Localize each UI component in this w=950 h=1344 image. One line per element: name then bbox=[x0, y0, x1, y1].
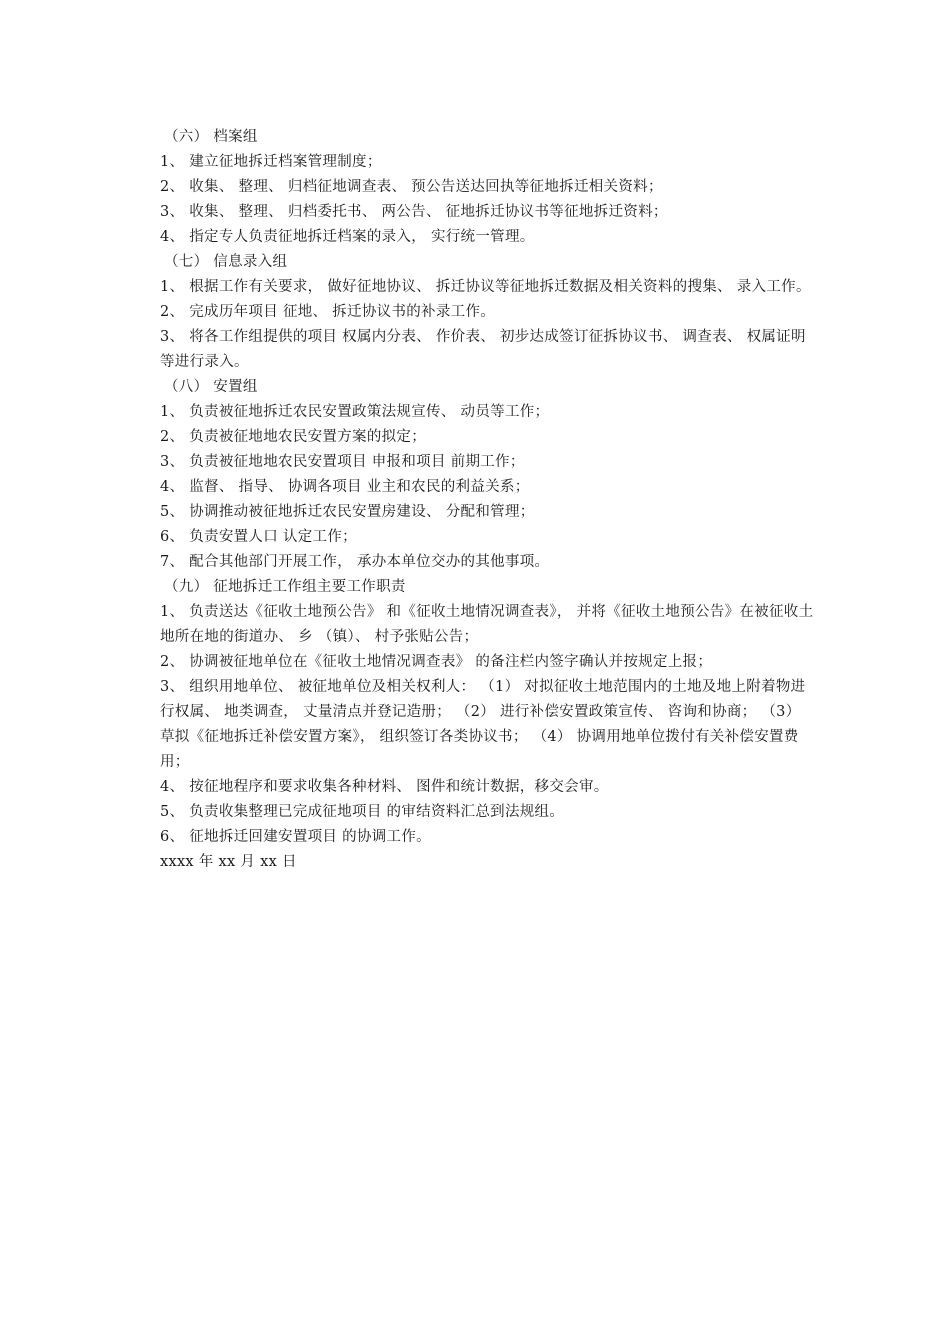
section-heading-resettlement: （八） 安置组 bbox=[164, 379, 258, 395]
list-item: 1、 建立征地拆迁档案管理制度； bbox=[160, 154, 382, 170]
section-heading-archives: （六） 档案组 bbox=[164, 129, 258, 145]
list-item: 7、 配合其他部门开展工作， 承办本单位交办的其他事项。 bbox=[160, 554, 550, 570]
section-heading-data-entry: （七） 信息录入组 bbox=[164, 254, 288, 270]
list-item: 1、 根据工作有关要求， 做好征地协议、 拆迁协议等征地拆迁数据及相关资料的搜集、 录入工作。 bbox=[160, 279, 811, 295]
document-body bbox=[146, 125, 814, 875]
list-item: 3、 将各工作组提供的项目 权属内分表、 作价表、 初步达成签订征拆协议书、 调查表、 权属证明等进行录入。 bbox=[160, 329, 806, 370]
list-item: 6、 负责安置人口 认定工作； bbox=[160, 529, 357, 545]
section-heading-land-acquisition: （九） 征地拆迁工作组主要工作职责 bbox=[164, 579, 406, 595]
list-item: 2、 协调被征地单位在《征收土地情况调查表》 的备注栏内签字确认并按规定上报； bbox=[160, 654, 713, 670]
list-item: 2、 完成历年项目 征地、 拆迁协议书的补录工作。 bbox=[160, 304, 496, 320]
list-item: 2、 收集、 整理、 归档征地调查表、 预公告送达回执等征地拆迁相关资料； bbox=[160, 179, 663, 195]
list-item: 4、 按征地程序和要求收集各种材料、 图件和统计数据，移交会审。 bbox=[160, 779, 609, 795]
list-item: 4、 指定专人负责征地拆迁档案的录入， 实行统一管理。 bbox=[160, 229, 535, 245]
list-item: 2、 负责被征地地农民安置方案的拟定； bbox=[160, 429, 427, 445]
list-item: 3、 负责被征地地农民安置项目 申报和项目 前期工作； bbox=[160, 454, 525, 470]
list-item: 4、 监督、 指导、 协调各项目 业主和农民的利益关系； bbox=[160, 479, 530, 495]
list-item: 3、 组织用地单位、 被征地单位及相关权利人： （1） 对拟征收土地范围内的土地及地上附着物进行权属、 地类调查， 丈量清点并登记造册； （2） 进行补偿安置政策宣传、 咨询和协商； （3） 草拟《征地拆迁补偿安置方案》， 组织签订各类协议书； （4） 协调用地单位拨付有关补偿安置费用； bbox=[160, 679, 806, 770]
list-item: 3、 收集、 整理、 归档委托书、 两公告、 征地拆迁协议书等征地拆迁资料； bbox=[160, 204, 668, 220]
list-item: 6、 征地拆迁回建安置项目 的协调工作。 bbox=[160, 829, 431, 845]
list-item: 5、 负责收集整理已完成征地项目 的审结资料汇总到法规组。 bbox=[160, 804, 565, 820]
document-date: xxxx 年 xx 月 xx 日 bbox=[160, 854, 297, 870]
list-item: 1、 负责送达《征收土地预公告》 和《征收土地情况调查表》， 并将《征收土地预公告》在被征收土地所在地的街道办、 乡 （镇）、 村予张贴公告； bbox=[160, 604, 814, 645]
list-item: 5、 协调推动被征地拆迁农民安置房建设、 分配和管理； bbox=[160, 504, 535, 520]
list-item: 1、 负责被征地拆迁农民安置政策法规宣传、 动员等工作； bbox=[160, 404, 550, 420]
